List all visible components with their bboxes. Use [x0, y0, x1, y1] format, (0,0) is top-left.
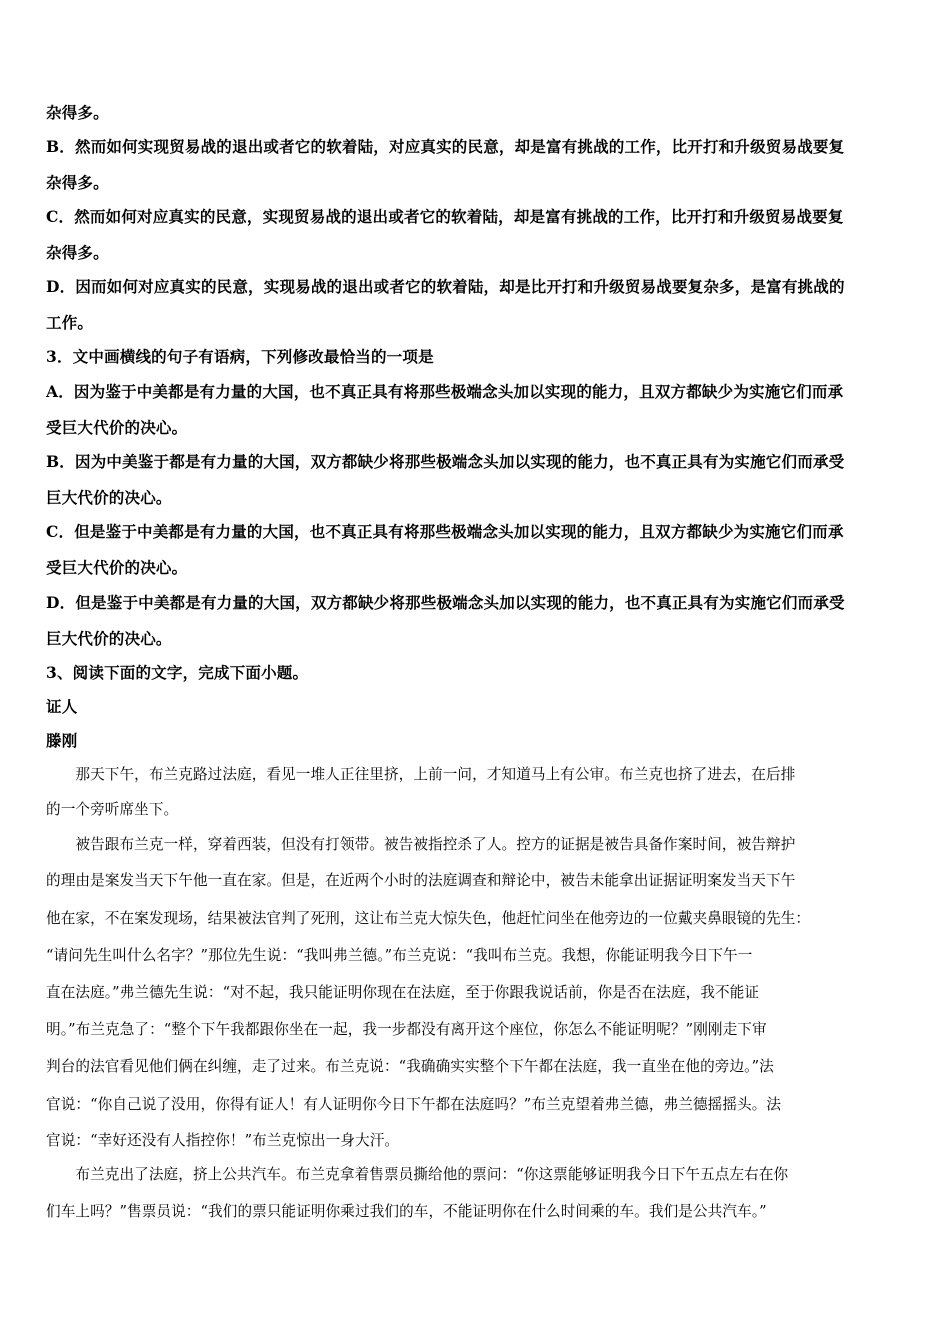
- story-line: 官说：“幸好还没有人指控你！”布兰克惊出一身大汗。: [46, 1132, 400, 1149]
- option-b: B．因为中美鉴于都是有力量的大国，双方都缺少将那些极端念头加以实现的能力，也不真正具有为实施它们而承受: [46, 452, 845, 471]
- story-line: 明。”布兰克急了：“整个下午我都跟你坐在一起，我一步都没有离开这个座位，你怎么不能证明呢？”刚刚走下审: [46, 1021, 767, 1038]
- reading-instruction: 3、阅读下面的文字，完成下面小题。: [46, 663, 309, 682]
- story-line: 的理由是案发当天下午他一直在家。但是，在近两个小时的法庭调查和辩论中，被告未能拿出证据证明案发当天下午: [46, 872, 796, 889]
- story-line: 被告跟布兰克一样，穿着西装，但没有打领带。被告被指控杀了人。控方的证据是被告具备作案时间，被告辩护: [46, 836, 796, 853]
- option-d-continued: 巨大代价的决心。: [46, 629, 172, 648]
- text-line: 杂得多。: [46, 173, 109, 192]
- story-line: 官说：“你自己说了没用，你得有证人！有人证明你今日下午都在法庭吗？”布兰克望着弗兰德，弗兰德摇摇头。法: [46, 1096, 782, 1113]
- option-a-continued: 受巨大代价的决心。: [46, 418, 188, 437]
- story-line: 们车上吗？”售票员说：“我们的票只能证明你乘过我们的车，不能证明你在什么时间乘的车。我们是公共汽车。”: [46, 1203, 767, 1220]
- story-line: 的一个旁听席坐下。: [46, 801, 179, 818]
- text-line: 杂得多。: [46, 243, 109, 262]
- text-line: D．因而如何对应真实的民意，实现易战的退出或者它的软着陆，却是比开打和升级贸易战要复杂多，是富有挑战的: [46, 277, 845, 296]
- story-author: 滕刚: [46, 731, 78, 750]
- text-line: C．然而如何对应真实的民意，实现贸易战的退出或者它的软着陆，却是富有挑战的工作，比开打和升级贸易战要复: [46, 207, 844, 226]
- story-line: “请问先生叫什么名字？”那位先生说：“我叫弗兰德。”布兰克说：“我叫布兰克。我想，你能证明我今日下午一: [46, 947, 753, 964]
- option-d: D．但是鉴于中美都是有力量的大国，双方都缺少将那些极端念头加以实现的能力，也不真正具有为实施它们而承受: [46, 593, 845, 612]
- text-line: 杂得多。: [46, 103, 109, 122]
- question-heading: 3．文中画横线的句子有语病，下列修改最恰当的一项是: [46, 347, 434, 366]
- story-line: 直在法庭。”弗兰德先生说：“对不起，我只能证明你现在在法庭，至于你跟我说话前，你是否在法庭，我不能证: [46, 984, 760, 1001]
- option-a: A．因为鉴于中美都是有力量的大国，也不真正具有将那些极端念头加以实现的能力，且双方都缺少为实施它们而承: [46, 382, 844, 401]
- option-b-continued: 巨大代价的决心。: [46, 488, 172, 507]
- option-c-continued: 受巨大代价的决心。: [46, 558, 188, 577]
- text-line: B．然而如何实现贸易战的退出或者它的软着陆，对应真实的民意，却是富有挑战的工作，比开打和升级贸易战要复: [46, 137, 845, 156]
- option-c: C．但是鉴于中美都是有力量的大国，也不真正具有将那些极端念头加以实现的能力，且双方都缺少为实施它们而承: [46, 522, 844, 541]
- story-line: 那天下午，布兰克路过法庭，看见一堆人正往里挤，上前一问，才知道马上有公审。布兰克也挤了进去，在后排: [46, 766, 796, 783]
- story-line: 布兰克出了法庭，挤上公共汽车。布兰克拿着售票员撕给他的票问：“你这票能够证明我今日下午五点左右在你: [46, 1166, 789, 1183]
- story-line: 他在家，不在案发现场，结果被法官判了死刑，这让布兰克大惊失色，他赶忙问坐在他旁边的一位戴夹鼻眼镜的先生：: [46, 910, 811, 927]
- text-line: 工作。: [46, 313, 94, 332]
- story-title: 证人: [46, 697, 78, 716]
- story-line: 判台的法官看见他们俩在纠缠，走了过来。布兰克说：“我确确实实整个下午都在法庭，我一直坐在他的旁边。”法: [46, 1058, 774, 1075]
